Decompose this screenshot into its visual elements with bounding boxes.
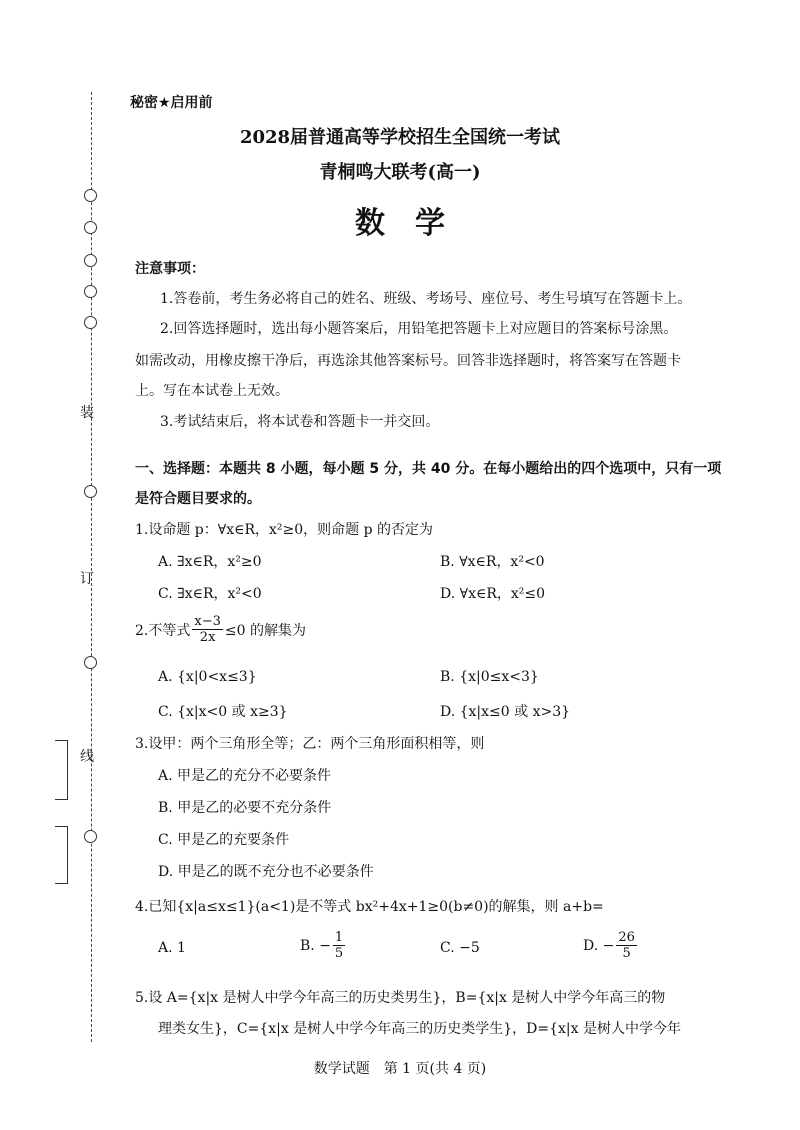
- exam-title: 2028届普通高等学校招生全国统一考试: [239, 127, 561, 148]
- section-heading-cont: 是符合题目要求的。: [135, 491, 261, 507]
- notes-item-1: 1.答卷前，考生务必将自己的姓名、班级、考场号、座位号、考生号填写在答题卡上。: [160, 291, 692, 307]
- question-4-stem: 4.已知{x|a≤x≤1}(a<1)是不等式 bx²+4x+1≥0(b≠0)的解集，则 a+b=: [135, 899, 604, 915]
- question-2-option-a: A. {x|0<x≤3}: [158, 669, 257, 685]
- option-prefix: B. −: [300, 937, 331, 954]
- question-3-option-c: C. 甲是乙的充要条件: [158, 832, 290, 848]
- exam-subtitle: 青桐鸣大联考(高一): [319, 162, 481, 183]
- question-2-option-c: C. {x|x<0 或 x≥3}: [158, 704, 288, 720]
- question-1-option-d: D. ∀x∈R，x²≤0: [440, 586, 546, 602]
- section-heading: 一、选择题：本题共 8 小题，每小题 5 分，共 40 分。在每小题给出的四个选项中，只有一项: [135, 461, 722, 477]
- binding-char-ding: 订: [80, 571, 94, 587]
- notes-item-2-cont: 上。写在本试卷上无效。: [135, 383, 289, 399]
- option-fraction: [333, 930, 345, 961]
- page-footer: 数学试题 第 1 页(共 4 页): [313, 1061, 487, 1077]
- binding-bracket: [55, 740, 68, 800]
- binding-hole: [84, 830, 97, 843]
- binding-bracket: [55, 826, 68, 884]
- question-5-stem: 5.设 A={x|x 是树人中学今年高三的历史类男生}，B={x|x 是树人中学今年高三的物: [135, 990, 666, 1006]
- option-fraction: [616, 930, 637, 961]
- fraction-denominator: 2x: [199, 630, 216, 645]
- question-1-option-c: C. ∃x∈R，x²<0: [158, 586, 262, 602]
- secret-label: 秘密★启用前: [130, 95, 213, 111]
- binding-char-zhuang: 装: [80, 405, 94, 421]
- binding-hole: [84, 656, 97, 669]
- binding-hole: [84, 254, 97, 267]
- fraction-numerator: x−3: [194, 614, 221, 629]
- fraction-numerator: 26: [618, 930, 635, 945]
- question-3-stem: 3.设甲：两个三角形全等；乙：两个三角形面积相等，则: [135, 736, 485, 752]
- question-4-option-b: [300, 930, 347, 961]
- subject-title: 数 学: [355, 206, 445, 241]
- question-2-option-d: D. {x|x≤0 或 x>3}: [440, 704, 571, 720]
- question-4-option-d: [583, 930, 639, 961]
- binding-hole: [84, 316, 97, 329]
- question-2-stem-prefix: 2.不等式: [135, 622, 191, 639]
- question-5-stem-cont: 理类女生}，C={x|x 是树人中学今年高三的历史类学生}，D={x|x 是树人中学今年: [158, 1021, 681, 1037]
- question-3-option-a: A. 甲是乙的充分不必要条件: [158, 768, 332, 784]
- question-2-stem-suffix: ≤0 的解集为: [224, 622, 306, 639]
- binding-hole: [84, 485, 97, 498]
- fraction-denominator: 5: [622, 946, 631, 961]
- question-4-option-a: A. 1: [158, 940, 186, 956]
- question-1-option-a: A. ∃x∈R，x²≥0: [158, 554, 262, 570]
- question-1-option-b: B. ∀x∈R，x²<0: [440, 554, 545, 570]
- notes-heading: 注意事项：: [135, 261, 205, 277]
- binding-hole: [84, 285, 97, 298]
- question-2-stem: [135, 614, 306, 645]
- option-prefix: D. −: [583, 937, 615, 954]
- question-3-option-d: D. 甲是乙的既不充分也不必要条件: [158, 864, 374, 880]
- question-2-option-b: B. {x|0≤x<3}: [440, 669, 539, 685]
- notes-item-2-cont: 如需改动，用橡皮擦干净后，再选涂其他答案标号。回答非选择题时，将答案写在答题卡: [135, 353, 681, 369]
- notes-item-2: 2.回答选择题时，选出每小题答案后，用铅笔把答题卡上对应题目的答案标号涂黑。: [160, 321, 678, 337]
- question-4-option-c: C. −5: [440, 940, 480, 956]
- fraction-denominator: 5: [334, 946, 344, 961]
- binding-char-xian: 线: [80, 749, 94, 765]
- fraction-numerator: 1: [334, 930, 344, 945]
- question-2-fraction: [192, 614, 223, 645]
- notes-item-3: 3.考试结束后，将本试卷和答题卡一并交回。: [160, 414, 440, 430]
- question-3-option-b: B. 甲是乙的必要不充分条件: [158, 800, 332, 816]
- question-1-stem: 1.设命题 p：∀x∈R，x²≥0，则命题 p 的否定为: [135, 522, 434, 538]
